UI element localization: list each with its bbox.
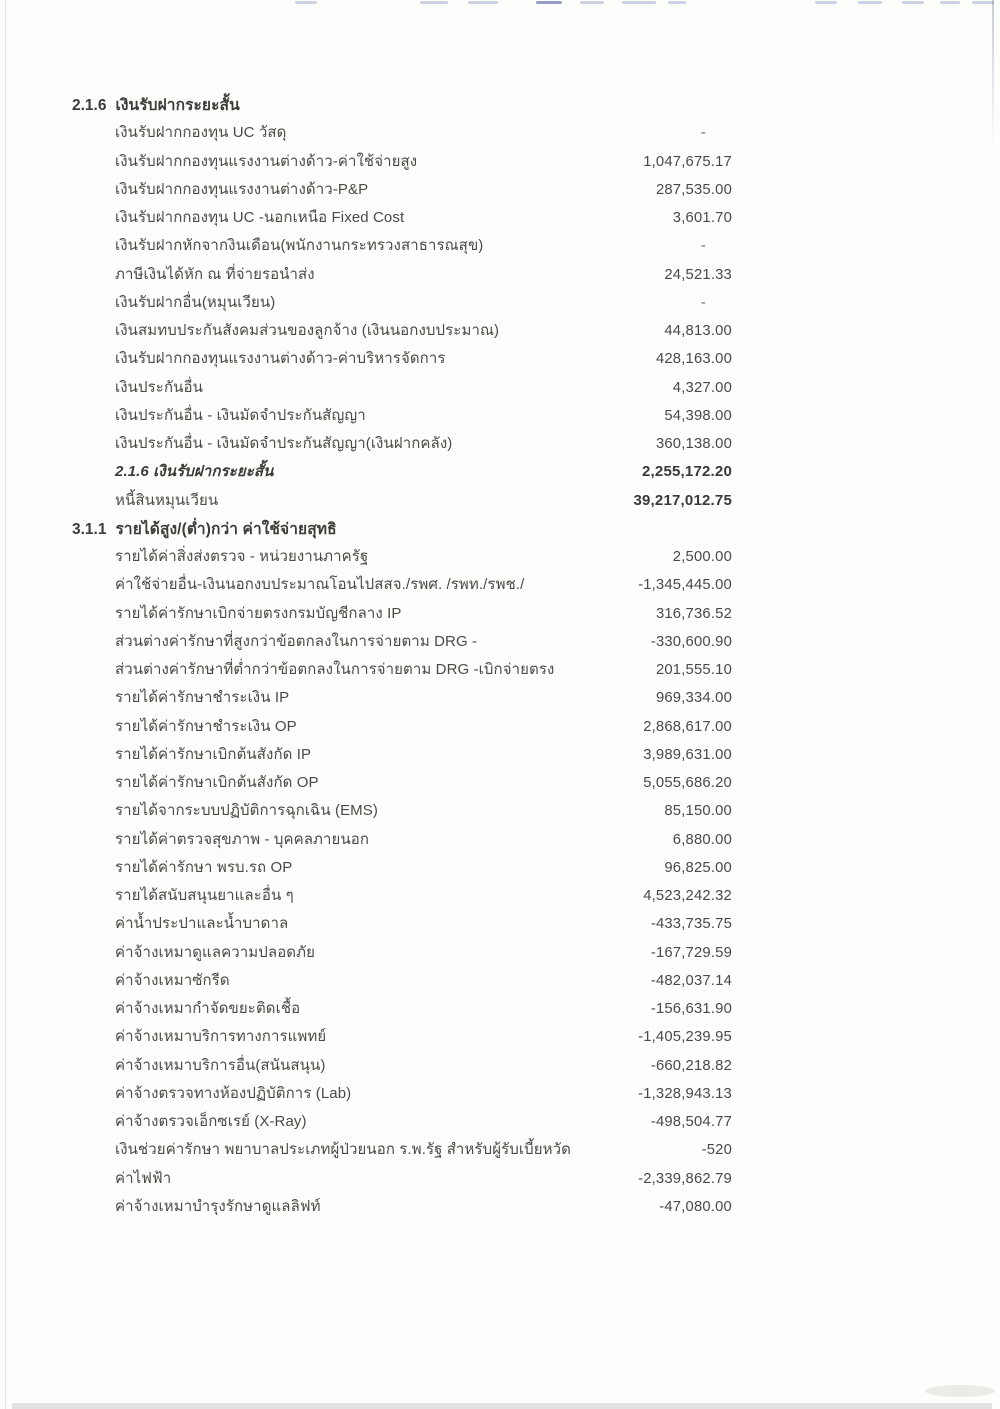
row-label: เงินรับฝากหักจากงินเดือน(พนักงานกระทรวงสาธารณสุข): [115, 237, 484, 255]
table-row: [0, 798, 1000, 826]
table-row: [0, 290, 1000, 318]
row-label: เงินรับฝากกองทุนแรงงานต่างด้าว-P&P: [115, 180, 369, 198]
row-amount: 1,047,675.17: [643, 153, 732, 170]
table-row: [0, 685, 1000, 713]
row-label: หนี้สินหมุนเวียน: [115, 491, 219, 509]
row-label: รายได้ค่ารักษาเบิกต้นสังกัด IP: [115, 745, 312, 763]
row-amount: -660,218.82: [650, 1057, 732, 1074]
table-row: [0, 431, 1000, 459]
row-label: ส่วนต่างค่ารักษาที่สูงกว่าข้อตกลงในการจ่ายตาม DRG -: [115, 632, 478, 650]
table-row: [0, 1109, 1000, 1137]
table-row: [0, 120, 1000, 148]
table-row: [0, 544, 1000, 572]
scan-artifact-top-dash: [468, 1, 498, 4]
row-label: ค่าน้ำประปาและน้ำบาดาล: [115, 915, 289, 933]
row-amount: -: [700, 294, 706, 311]
row-label: เงินช่วยค่ารักษา พยาบาลประเภทผู้ป่วยนอก ร.พ.รัฐ สำหรับผู้รับเบี้ยหวัด: [115, 1141, 571, 1159]
table-row: [0, 883, 1000, 911]
row-label: เงินประกันอื่น - เงินมัดจำประกันสัญญา(เงินฝากคลัง): [115, 435, 453, 452]
row-label: เงินรับฝากกองทุนแรงงานต่างด้าว-ค่าบริหารจัดการ: [115, 350, 446, 368]
table-row: [0, 940, 1000, 968]
row-amount: 2,500.00: [672, 549, 732, 565]
row-label: ค่าจ้างเหมาดูแลความปลอดภัย: [115, 943, 316, 961]
scan-artifact-top-dash: [580, 1, 604, 4]
scan-artifact-top-dash: [536, 1, 562, 4]
table-row: [0, 1081, 1000, 1109]
row-amount: -47,080.00: [659, 1198, 732, 1215]
row-label: รายได้สนับสนุนยาและอื่น ๆ: [115, 887, 294, 904]
row-amount: -: [700, 125, 706, 142]
row-label: รายได้จากระบบปฏิบัติการฉุกเฉิน (EMS): [115, 802, 378, 820]
row-amount: 24,521.33: [664, 266, 732, 283]
scan-artifact-top-dash: [622, 1, 656, 4]
table-row: [0, 177, 1000, 205]
table-row: [0, 403, 1000, 431]
row-label: รายได้ค่ารักษาเบิกต้นสังกัด OP: [115, 774, 319, 791]
row-amount: 969,334.00: [655, 690, 732, 707]
row-amount: 201,555.10: [655, 662, 732, 678]
row-amount: 85,150.00: [664, 803, 732, 820]
row-label: เงินรับฝากกองทุน UC -นอกเหนือ Fixed Cost: [115, 209, 405, 226]
row-amount: -433,735.75: [650, 916, 732, 933]
row-label: ค่าจ้างเหมาบริการอื่น(สนันสนุน): [115, 1056, 326, 1074]
scan-artifact-top-dash: [972, 1, 994, 4]
row-amount: 4,327.00: [672, 379, 732, 396]
row-label: รายได้ค่าสิ่งส่งตรวจ - หน่วยงานภาครัฐ: [115, 548, 369, 565]
table-row: [0, 1024, 1000, 1052]
scan-artifact-top-dash: [668, 1, 686, 4]
row-amount: -498,504.77: [650, 1114, 732, 1130]
table-row: [0, 770, 1000, 798]
table-row: [0, 657, 1000, 685]
row-label: เงินสมทบประกันสังคมส่วนของลูกจ้าง (เงินนอกงบประมาณ): [115, 322, 500, 339]
scan-artifact-top-dash: [902, 1, 924, 4]
table-row: [0, 1053, 1000, 1081]
table-row: [0, 459, 1000, 487]
row-label: 2.1.6 เงินรับฝากระยะสั้น: [115, 463, 274, 481]
row-amount: -330,600.90: [650, 633, 732, 650]
row-label: ค่าจ้างเหมากำจัดขยะติดเชื้อ: [115, 1000, 301, 1017]
table-row: [0, 1137, 1000, 1165]
row-amount: 4,523,242.32: [643, 888, 732, 904]
row-label: ค่าจ้างเหมาบริการทางการแพทย์: [115, 1028, 327, 1046]
table-row: [0, 205, 1000, 233]
row-label: รายได้ค่าตรวจสุขภาพ - บุคคลภายนอก: [115, 830, 370, 848]
row-label: ส่วนต่างค่ารักษาที่ต่ำกว่าข้อตกลงในการจ่ายตาม DRG -เบิกจ่ายตรง: [115, 661, 555, 678]
statement-table: [0, 92, 1000, 1222]
section-number: 2.1.6: [72, 97, 107, 114]
row-amount: 39,217,012.75: [633, 491, 732, 509]
table-row: [0, 262, 1000, 290]
row-amount: 3,989,631.00: [643, 746, 732, 763]
row-amount: -: [700, 238, 706, 255]
scan-artifact-top-dash: [295, 1, 317, 4]
row-amount: -520: [701, 1142, 732, 1159]
row-amount: -156,631.90: [650, 1001, 732, 1017]
scan-artifact-top-dash: [420, 1, 448, 4]
table-row: [0, 911, 1000, 939]
table-row: [0, 742, 1000, 770]
section-number: 3.1.1: [72, 520, 107, 538]
row-label: เงินประกันอื่น - เงินมัดจำประกันสัญญา: [115, 406, 366, 424]
row-label: เงินรับฝากกองทุนแรงงานต่างด้าว-ค่าใช้จ่ายสูง: [115, 152, 418, 170]
row-amount: 3,601.70: [672, 210, 732, 226]
table-row: [0, 346, 1000, 374]
table-row: [0, 827, 1000, 855]
row-amount: 96,825.00: [664, 859, 732, 876]
table-row: [0, 601, 1000, 629]
table-row: [0, 572, 1000, 600]
table-row: [0, 149, 1000, 177]
table-row: [0, 996, 1000, 1024]
scan-artifact-smudge: [925, 1385, 995, 1397]
table-row: [0, 1166, 1000, 1194]
section-header-row: [0, 92, 1000, 120]
row-label: ค่าจ้างเหมาบำรุงรักษาดูแลลิฟท์: [115, 1197, 321, 1215]
row-amount: 2,255,172.20: [642, 463, 732, 481]
row-label: ค่าจ้างตรวจทางห้องปฏิบัติการ (Lab): [115, 1084, 352, 1102]
section-header-row: [0, 516, 1000, 544]
row-amount: -2,339,862.79: [638, 1170, 732, 1187]
table-row: [0, 714, 1000, 742]
row-label: ภาษีเงินได้หัก ณ ที่จ่ายรอนำส่ง: [115, 265, 315, 283]
table-row: [0, 968, 1000, 996]
row-label: ค่าจ้างเหมาซักรีด: [115, 971, 230, 989]
row-amount: -1,328,943.13: [638, 1085, 732, 1102]
row-amount: 2,868,617.00: [643, 718, 732, 735]
table-row: [0, 855, 1000, 883]
row-amount: 6,880.00: [672, 831, 732, 848]
scan-artifact-top-dash: [940, 1, 960, 4]
row-label: ค่าไฟฟ้า: [115, 1169, 172, 1187]
row-label: รายได้สูง/(ต่ำ)กว่า ค่าใช้จ่ายสุทธิ: [115, 520, 337, 538]
row-label: รายได้ค่ารักษาชำระเงิน OP: [115, 717, 297, 735]
table-row: [0, 375, 1000, 403]
row-label: เงินรับฝากระยะสั้น: [115, 97, 240, 114]
row-label: รายได้ค่ารักษาชำระเงิน IP: [115, 689, 290, 707]
row-label: เงินรับฝากอื่น(หมุนเวียน): [115, 293, 276, 311]
row-amount: 428,163.00: [655, 351, 732, 368]
table-row: [0, 318, 1000, 346]
table-row: [0, 233, 1000, 261]
row-label: รายได้ค่ารักษาเบิกจ่ายตรงกรมบัญชีกลาง IP: [115, 604, 402, 622]
row-amount: 5,055,686.20: [643, 775, 732, 791]
row-amount: 287,535.00: [655, 181, 732, 198]
scan-artifact-bottom-edge: [12, 1403, 992, 1409]
row-amount: 316,736.52: [655, 605, 732, 622]
scan-artifact-top-dash: [815, 1, 837, 4]
row-label: เงินรับฝากกองทุน UC วัสดุ: [115, 124, 287, 142]
row-label: ค่าใช้จ่ายอื่น-เงินนอกงบประมาณโอนไปสสจ./รพศ. /รพท./รพช./: [115, 576, 525, 594]
table-row: [0, 1194, 1000, 1222]
row-amount: -482,037.14: [650, 972, 732, 989]
row-amount: -1,405,239.95: [638, 1029, 732, 1046]
table-row: [0, 629, 1000, 657]
row-amount: 54,398.00: [664, 407, 732, 424]
row-amount: -1,345,445.00: [638, 577, 732, 594]
row-amount: 44,813.00: [664, 323, 732, 339]
row-amount: 360,138.00: [655, 436, 732, 452]
row-label: รายได้ค่ารักษา พรบ.รถ OP: [115, 858, 293, 876]
row-amount: -167,729.59: [650, 944, 732, 961]
row-label: ค่าจ้างตรวจเอ็กซเรย์ (X-Ray): [115, 1113, 307, 1130]
table-row: [0, 488, 1000, 516]
row-label: เงินประกันอื่น: [115, 378, 203, 396]
scan-artifact-top-dash: [858, 1, 882, 4]
